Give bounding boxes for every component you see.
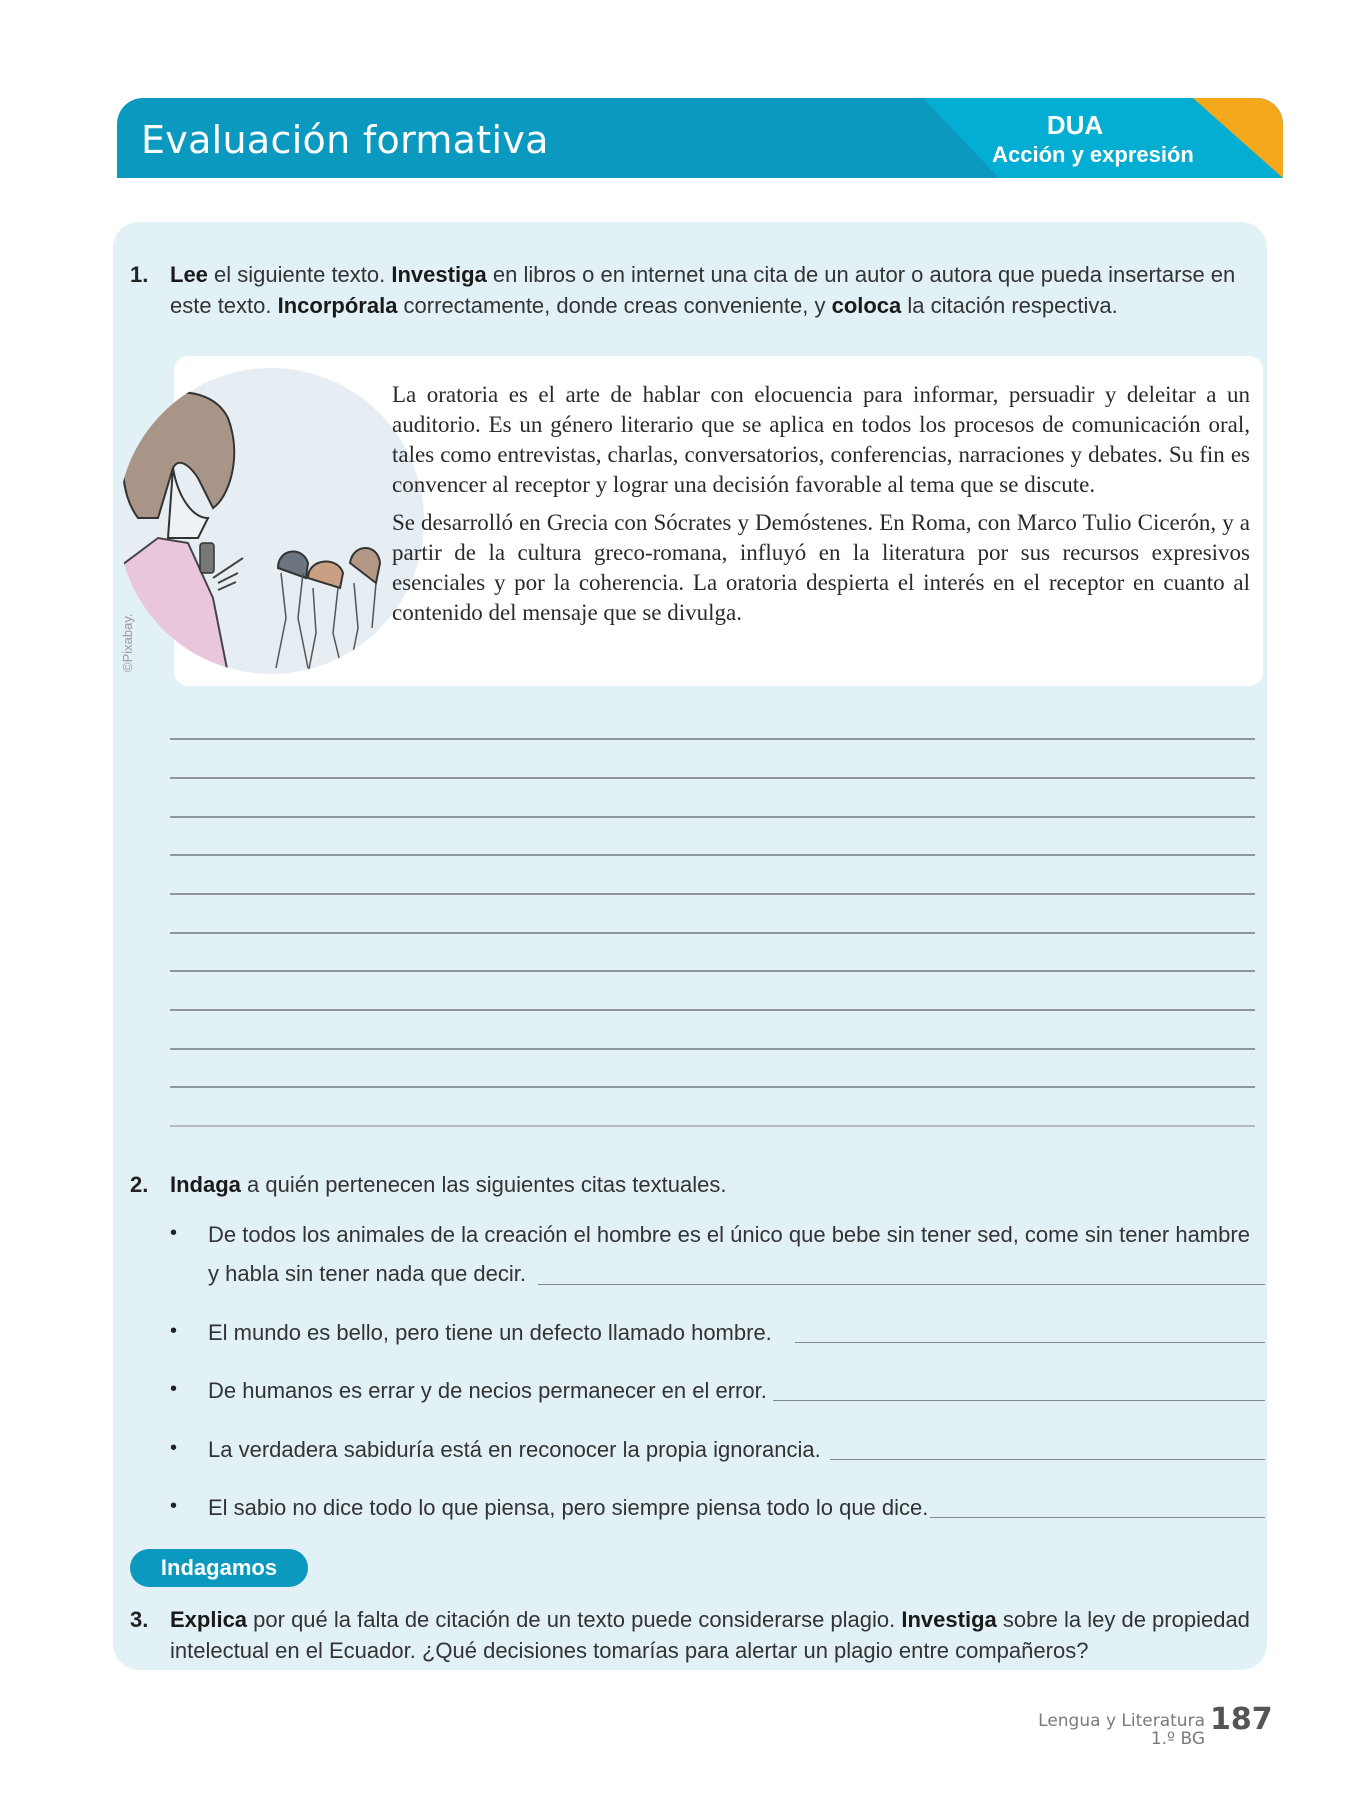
section-header <box>117 98 1283 178</box>
image-credit: ©Pixabay. <box>120 613 135 672</box>
dua-badge-subtitle: Acción y expresión <box>992 142 1194 167</box>
q1-verb-investiga: Investiga <box>391 262 487 287</box>
answer-line[interactable] <box>170 1048 1255 1050</box>
q2-verb-indaga: Indaga <box>170 1172 241 1197</box>
quote-paragraph-2: Se desarrolló en Grecia con Sócrates y Demóstenes. En Roma, con Marco Tulio Cicerón, y a partir de la cultura greco-romana, influyó en la literatura por sus recursos expresivos esenciales y por la coherencia. La oratoria despierta el interés en el receptor en cuanto al contenido del mensaje que se divulga. <box>392 510 1250 625</box>
answer-line[interactable] <box>170 893 1255 895</box>
q1-text-part: la citación respectiva. <box>901 293 1118 318</box>
bullet-icon: • <box>170 1495 178 1517</box>
quote-item-text: La verdadera sabiduría está en reconocer la propia ignorancia. <box>208 1437 821 1462</box>
footer-subject-name: Lengua y Literatura <box>1038 1711 1205 1731</box>
speaker-illustration <box>118 368 424 674</box>
quote-item-text: El mundo es bello, pero tiene un defecto llamado hombre. <box>208 1320 772 1345</box>
answer-line[interactable] <box>170 816 1255 818</box>
question-1-number: 1. <box>130 262 149 287</box>
bullet-icon: • <box>170 1437 178 1459</box>
answer-line[interactable] <box>170 738 1255 740</box>
orator-audience-icon <box>118 368 424 674</box>
q3-verb-investiga: Investiga <box>901 1607 997 1632</box>
section-pill-indagamos: Indagamos <box>130 1549 308 1587</box>
dua-badge-title: DUA <box>1046 110 1104 140</box>
answer-line[interactable] <box>170 1125 1255 1127</box>
page-number: 187 <box>1210 1702 1273 1737</box>
answer-line[interactable] <box>170 932 1255 934</box>
quote-item-text: De todos los animales de la creación el hombre es el único que bebe sin tener sed, come sin tener hambre <box>208 1222 1250 1247</box>
question-2-text <box>170 1169 726 1200</box>
quote-text <box>392 380 1250 636</box>
answer-line[interactable] <box>538 1284 1265 1285</box>
answer-line[interactable] <box>170 1009 1255 1011</box>
answer-line[interactable] <box>773 1400 1265 1401</box>
q3-text-part: por qué la falta de citación de un texto puede considerarse plagio. <box>247 1607 902 1632</box>
answer-line[interactable] <box>170 777 1255 779</box>
q1-text-part: el siguiente texto. <box>207 262 392 287</box>
q3-text-part: sobre la ley de propiedad intelectual en el Ecuador. ¿Qué decisiones tomarías para alertar un plagio entre compañeros? <box>170 1607 1250 1663</box>
quote-item-text: El sabio no dice todo lo que piensa, pero siempre piensa todo lo que dice. <box>208 1495 929 1520</box>
answer-line[interactable] <box>170 970 1255 972</box>
q1-verb-incorporala: Incorpórala <box>277 293 398 318</box>
answer-line[interactable] <box>795 1342 1265 1343</box>
q3-verb-explica: Explica <box>170 1607 248 1632</box>
q1-verb-lee: Lee <box>170 262 208 287</box>
page-title: Evaluación formativa <box>141 118 549 162</box>
q1-verb-coloca: coloca <box>831 293 902 318</box>
question-3-number: 3. <box>130 1607 149 1632</box>
question-2-number: 2. <box>130 1172 149 1197</box>
q1-text-part: en libros o en internet una cita de un autor o autora que pueda insertarse en este texto. <box>170 262 1236 318</box>
quote-paragraph-1: La oratoria es el arte de hablar con elocuencia para informar, persuadir y deleitar a un auditorio. Es un género literario que se aplica en todos los procesos de comunicación oral, tales como entrevistas, charlas, conversatorios, conferencias, narraciones y debates. Su fin es convencer al receptor y lograr una decisión favorable al tema que se discute. <box>392 382 1250 497</box>
bullet-icon: • <box>170 1222 178 1244</box>
question-1-text <box>170 259 1265 321</box>
footer-subject <box>1038 1712 1205 1748</box>
answer-line[interactable] <box>930 1517 1265 1518</box>
quote-item-text: De humanos es errar y de necios permanecer en el error. <box>208 1378 767 1403</box>
question-3-text <box>170 1604 1270 1666</box>
answer-line[interactable] <box>170 854 1255 856</box>
quote-item-text-cont: y habla sin tener nada que decir. <box>208 1261 527 1286</box>
answer-line[interactable] <box>830 1459 1265 1460</box>
answer-line[interactable] <box>170 1086 1255 1088</box>
bullet-icon: • <box>170 1320 178 1342</box>
q2-text-part: a quién pertenecen las siguientes citas textuales. <box>240 1172 727 1197</box>
footer-grade: 1.º BG <box>1150 1729 1205 1749</box>
q1-text-part: correctamente, donde creas conveniente, y <box>397 293 832 318</box>
bullet-icon: • <box>170 1378 178 1400</box>
